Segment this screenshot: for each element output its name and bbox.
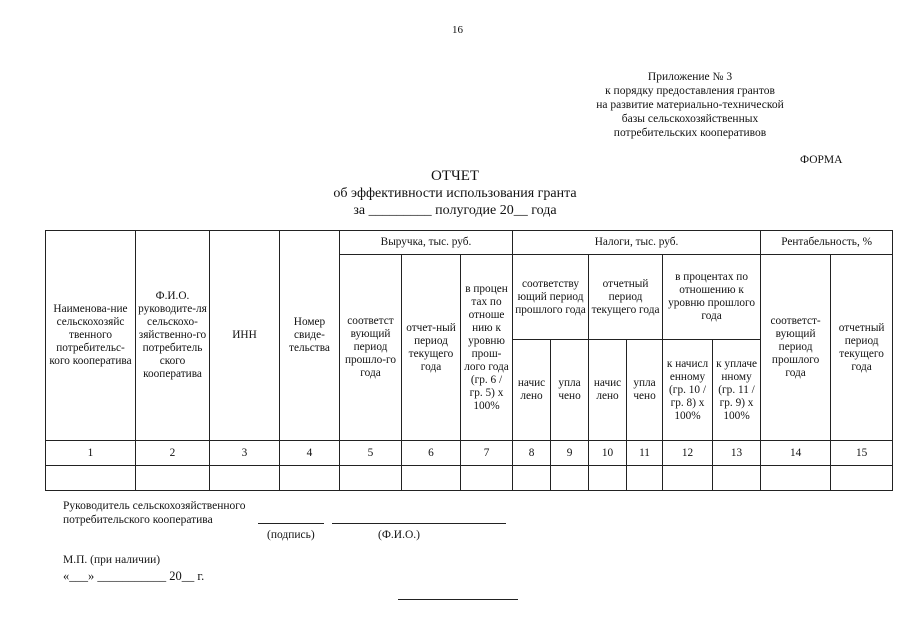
stamp-note: М.П. (при наличии) bbox=[63, 554, 161, 566]
header-group-profitability: Рентабельность, % bbox=[761, 231, 893, 255]
full-name-field[interactable] bbox=[332, 523, 506, 524]
data-cell[interactable] bbox=[589, 466, 627, 491]
header-tax-current: отчетный период текущего года bbox=[589, 255, 663, 340]
column-number: 4 bbox=[280, 441, 340, 466]
header-tax-prev: соответству ющий период прошлого года bbox=[513, 255, 589, 340]
data-cell[interactable] bbox=[402, 466, 461, 491]
data-cell[interactable] bbox=[627, 466, 663, 491]
header-tax-percent-paid: к уплаче нному (гр. 11 / гр. 9) х 100% bbox=[713, 340, 761, 441]
column-number: 6 bbox=[402, 441, 461, 466]
data-cell[interactable] bbox=[513, 466, 551, 491]
column-number: 13 bbox=[713, 441, 761, 466]
header-tax-prev-accrued: начис лено bbox=[513, 340, 551, 441]
column-number: 5 bbox=[340, 441, 402, 466]
data-cell[interactable] bbox=[340, 466, 402, 491]
column-number: 15 bbox=[831, 441, 893, 466]
header-certificate-number: Номер свиде-тельства bbox=[280, 231, 340, 441]
column-number: 14 bbox=[761, 441, 831, 466]
data-cell[interactable] bbox=[761, 466, 831, 491]
header-group-revenue: Выручка, тыс. руб. bbox=[340, 231, 513, 255]
header-revenue-prev: соответст вующий период прошло-го года bbox=[340, 255, 402, 441]
header-org-name: Наименова-ние сельскохозяйс твенного потребительс-кого кооператива bbox=[46, 231, 136, 441]
appendix-line: Приложение № 3 bbox=[647, 71, 733, 83]
data-cell[interactable] bbox=[663, 466, 713, 491]
appendix-line: к порядку предоставления грантов bbox=[605, 85, 775, 97]
header-director-name: Ф.И.О. руководите-ля сельскохо-зяйственно-го потребитель ского кооператива bbox=[136, 231, 210, 441]
full-name-caption: (Ф.И.О.) bbox=[378, 529, 420, 541]
column-numbers-row bbox=[46, 441, 893, 466]
column-number: 3 bbox=[210, 441, 280, 466]
column-number: 2 bbox=[136, 441, 210, 466]
header-tax-percent: в процентах по отношению к уровню прошлого года bbox=[663, 255, 761, 340]
column-number: 7 bbox=[461, 441, 513, 466]
page-number: 16 bbox=[452, 24, 463, 36]
header-tax-current-accrued: начис лено bbox=[589, 340, 627, 441]
header-tax-prev-paid: упла чено bbox=[551, 340, 589, 441]
data-cell[interactable] bbox=[136, 466, 210, 491]
header-revenue-percent: в процен тах по отноше нию к уровню прош-лого года (гр. 6 / гр. 5) х 100% bbox=[461, 255, 513, 441]
header-tax-current-paid: упла чено bbox=[627, 340, 663, 441]
signature-block bbox=[63, 499, 245, 527]
data-cell[interactable] bbox=[831, 466, 893, 491]
column-number: 11 bbox=[627, 441, 663, 466]
date-line: «___» ___________ 20__ г. bbox=[63, 569, 205, 583]
column-number: 12 bbox=[663, 441, 713, 466]
header-group-taxes: Налоги, тыс. руб. bbox=[513, 231, 761, 255]
separator-line bbox=[398, 599, 518, 600]
data-cell[interactable] bbox=[210, 466, 280, 491]
signature-field[interactable] bbox=[258, 523, 324, 524]
form-label: ФОРМА bbox=[800, 154, 843, 166]
header-profit-current: отчетный период текущего года bbox=[831, 255, 893, 441]
column-number: 8 bbox=[513, 441, 551, 466]
appendix-line: на развитие материально-технической bbox=[596, 99, 784, 111]
data-row bbox=[46, 466, 893, 491]
header-inn: ИНН bbox=[210, 231, 280, 441]
data-cell[interactable] bbox=[551, 466, 589, 491]
data-cell[interactable] bbox=[461, 466, 513, 491]
column-number: 1 bbox=[46, 441, 136, 466]
report-title-block bbox=[280, 167, 630, 219]
data-cell[interactable] bbox=[46, 466, 136, 491]
header-revenue-current: отчет-ный период текущего года bbox=[402, 255, 461, 441]
signature-line-1: Руководитель сельскохозяйственного bbox=[63, 500, 246, 512]
data-cell[interactable] bbox=[280, 466, 340, 491]
appendix-note bbox=[560, 70, 820, 140]
report-table bbox=[45, 230, 893, 491]
report-subtitle: об эффективности использования гранта bbox=[333, 186, 577, 201]
column-number: 10 bbox=[589, 441, 627, 466]
header-tax-percent-accrued: к начисл енному (гр. 10 / гр. 8) х 100% bbox=[663, 340, 713, 441]
signature-caption: (подпись) bbox=[267, 529, 315, 541]
signature-line-2: потребительского кооператива bbox=[63, 514, 213, 526]
header-profit-prev: соответст-вующий период прошлого года bbox=[761, 255, 831, 441]
appendix-line: потребительских кооперативов bbox=[613, 127, 767, 139]
column-number: 9 bbox=[551, 441, 589, 466]
report-title: ОТЧЕТ bbox=[430, 168, 480, 184]
report-period: за _________ полугодие 20__ года bbox=[353, 203, 557, 218]
data-cell[interactable] bbox=[713, 466, 761, 491]
appendix-line: базы сельскохозяйственных bbox=[621, 113, 759, 125]
